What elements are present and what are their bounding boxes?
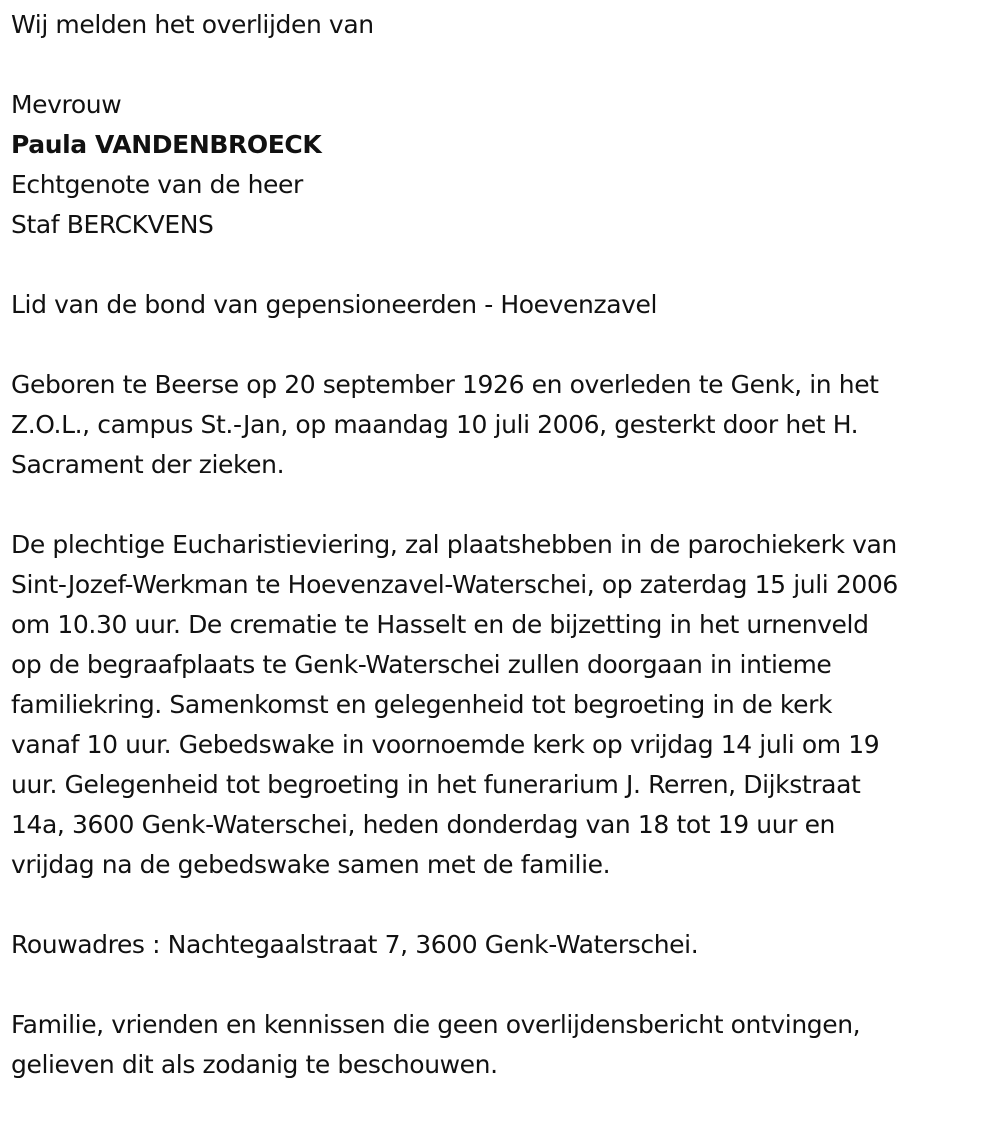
spouse-relation: Echtgenote van de heer bbox=[11, 170, 303, 199]
paragraph-line: gelieven dit als zodanig te beschouwen. bbox=[11, 1050, 498, 1079]
spacer bbox=[11, 485, 986, 525]
paragraph-line: familiekring. Samenkomst en gelegenheid tot begroeting in de kerk bbox=[11, 690, 833, 719]
paragraph-line: op de begraafplaats te Genk-Waterschei zullen doorgaan in intieme bbox=[11, 650, 832, 679]
spacer bbox=[11, 965, 986, 1005]
paragraph-line: 14a, 3600 Genk-Waterschei, heden donderdag van 18 tot 19 uur en bbox=[11, 810, 835, 839]
obituary-notice bbox=[11, 5, 986, 1085]
spacer bbox=[11, 245, 986, 285]
birth-death-paragraph bbox=[11, 365, 986, 485]
spacer bbox=[11, 885, 986, 925]
paragraph-line: vanaf 10 uur. Gebedswake in voornoemde kerk op vrijdag 14 juli om 19 bbox=[11, 730, 880, 759]
spacer bbox=[11, 325, 986, 365]
paragraph-line: Geboren te Beerse op 20 september 1926 en overleden te Genk, in het bbox=[11, 370, 879, 399]
paragraph-line: vrijdag na de gebedswake samen met de familie. bbox=[11, 850, 611, 879]
mourning-address: Rouwadres : Nachtegaalstraat 7, 3600 Genk-Waterschei. bbox=[11, 930, 699, 959]
closing-paragraph bbox=[11, 1005, 986, 1085]
paragraph-line: Sint-Jozef-Werkman te Hoevenzavel-Waterschei, op zaterdag 15 juli 2006 bbox=[11, 570, 898, 599]
spacer bbox=[11, 45, 986, 85]
paragraph-line: Sacrament der zieken. bbox=[11, 450, 285, 479]
paragraph-line: Familie, vrienden en kennissen die geen overlijdensbericht ontvingen, bbox=[11, 1010, 861, 1039]
paragraph-line: De plechtige Eucharistieviering, zal plaatshebben in de parochiekerk van bbox=[11, 530, 897, 559]
paragraph-line: om 10.30 uur. De crematie te Hasselt en de bijzetting in het urnenveld bbox=[11, 610, 869, 639]
membership-text: Lid van de bond van gepensioneerden - Hoevenzavel bbox=[11, 290, 658, 319]
salutation: Mevrouw bbox=[11, 90, 122, 119]
spouse-name: Staf BERCKVENS bbox=[11, 210, 214, 239]
intro-text: Wij melden het overlijden van bbox=[11, 10, 374, 39]
deceased-name: Paula VANDENBROECK bbox=[11, 130, 322, 159]
ceremony-paragraph bbox=[11, 525, 986, 885]
paragraph-line: Z.O.L., campus St.-Jan, op maandag 10 juli 2006, gesterkt door het H. bbox=[11, 410, 859, 439]
paragraph-line: uur. Gelegenheid tot begroeting in het funerarium J. Rerren, Dijkstraat bbox=[11, 770, 861, 799]
